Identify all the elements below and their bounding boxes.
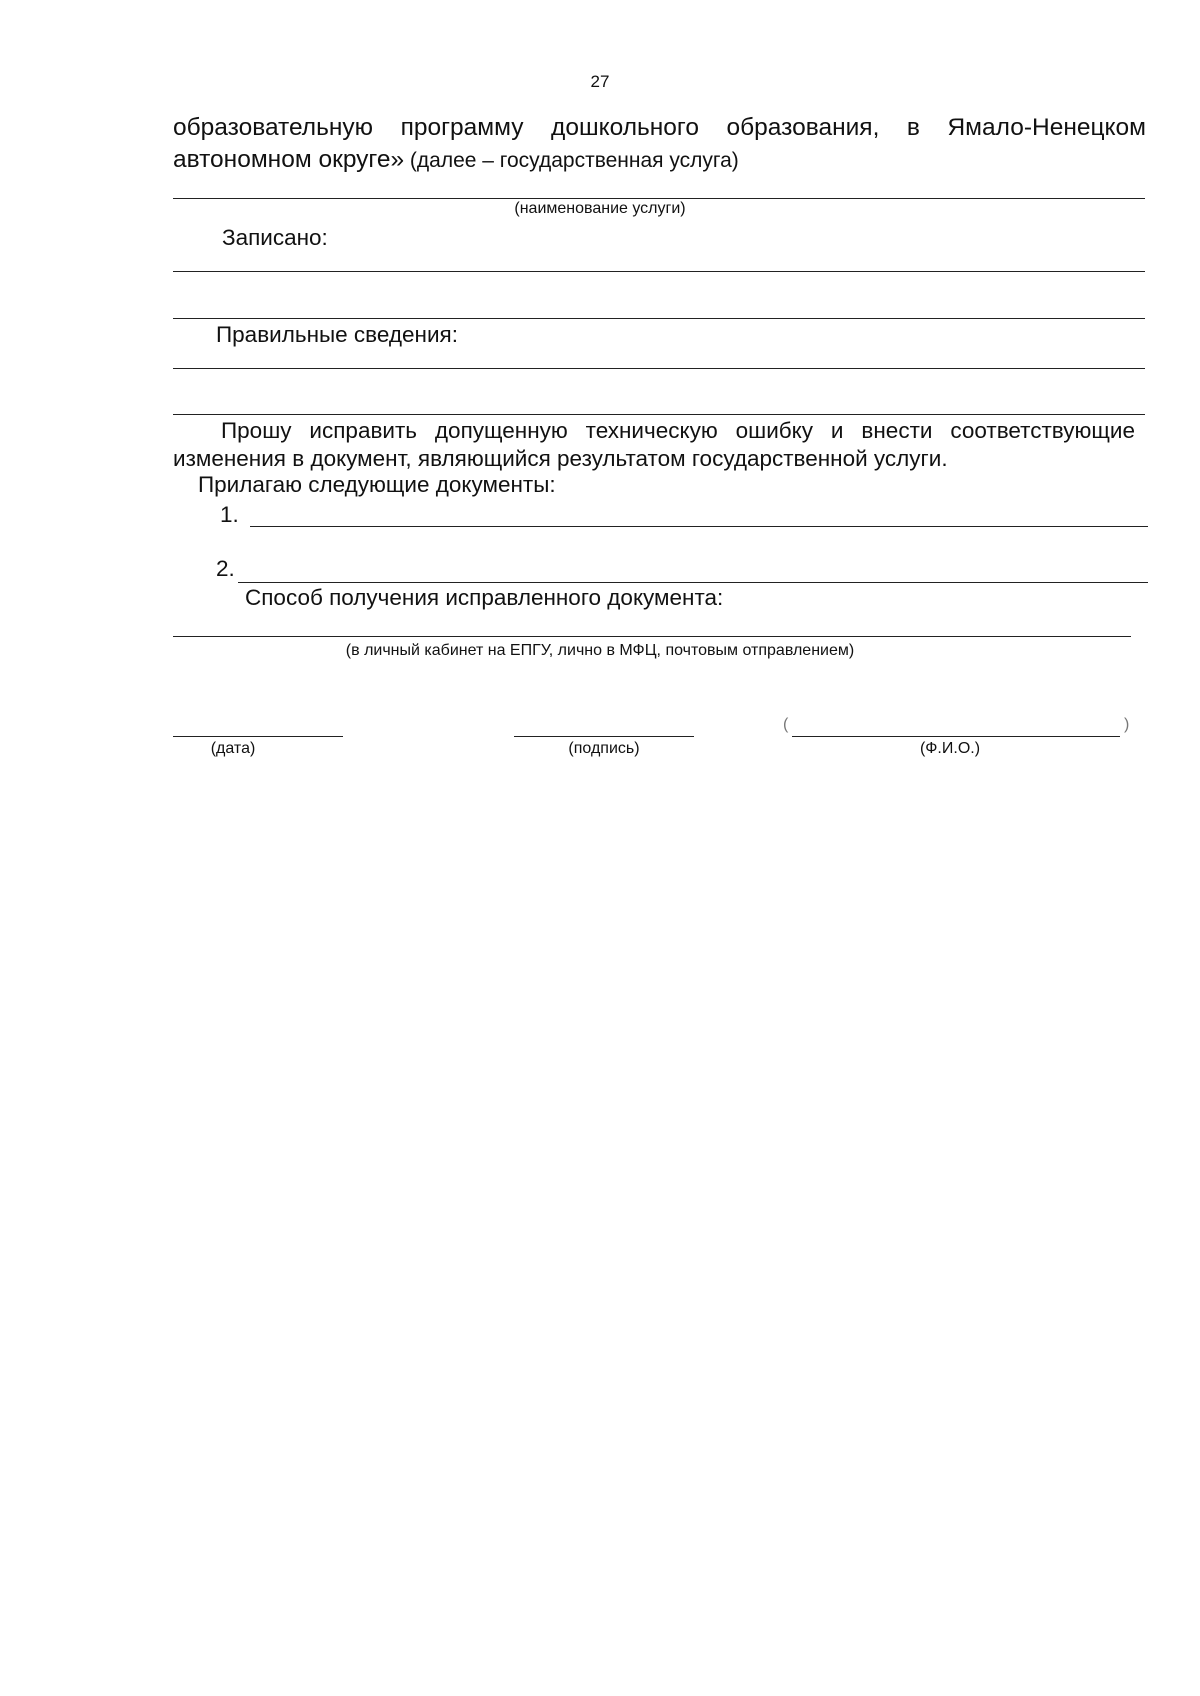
correct-info-line-2[interactable] (173, 414, 1145, 415)
page-number: 27 (590, 72, 610, 91)
request-word: внести (861, 418, 933, 443)
delivery-method-label: Способ получения исправленного документа: (245, 585, 724, 610)
intro-word: образовательную (173, 114, 374, 141)
request-word: техническую (585, 418, 718, 443)
request-word: ошибку (735, 418, 813, 443)
recorded-label: Записано: (222, 225, 328, 250)
intro-word: образования, (726, 114, 880, 141)
correct-info-line-1[interactable] (173, 368, 1145, 369)
attachments-label: Прилагаю следующие документы: (198, 472, 556, 497)
intro-paragraph (173, 112, 1146, 177)
date-caption: (дата) (210, 740, 256, 757)
request-word: Прошу (221, 418, 292, 443)
delivery-method-caption: (в личный кабинет на ЕПГУ, лично в МФЦ, почтовым отправлением) (345, 642, 855, 659)
name-caption: (Ф.И.О.) (919, 740, 981, 757)
request-word: и (830, 418, 844, 443)
intro-word: Ямало-Ненецком (947, 114, 1146, 141)
signature-line[interactable] (514, 736, 694, 737)
service-name-line[interactable] (173, 198, 1145, 199)
correct-info-label: Правильные сведения: (216, 322, 458, 347)
name-open-paren: ( (783, 716, 789, 733)
delivery-method-line[interactable] (173, 636, 1131, 637)
request-word: соответствующие (950, 418, 1135, 443)
request-word: допущенную (434, 418, 568, 443)
intro-line-2-main: автономном округе» (173, 146, 405, 173)
attachment-line-1[interactable] (250, 526, 1148, 527)
intro-word: дошкольного (551, 114, 699, 141)
recorded-line-1[interactable] (173, 271, 1145, 272)
name-close-paren: ) (1124, 716, 1130, 733)
request-paragraph (173, 417, 1135, 473)
attachment-line-2[interactable] (238, 582, 1148, 583)
request-line-2: изменения в документ, являющийся результатом государственной услуги. (173, 446, 948, 471)
service-name-caption: (наименование услуги) (514, 200, 686, 217)
attachment-number-2: 2. (216, 556, 235, 581)
signature-caption: (подпись) (568, 740, 640, 757)
intro-word: в (906, 114, 920, 141)
intro-line-2-note: (далее – государственная услуга) (404, 149, 739, 172)
intro-word: программу (400, 114, 524, 141)
attachment-number-1: 1. (220, 502, 239, 527)
intro-line-1 (173, 112, 1146, 144)
request-word: исправить (309, 418, 417, 443)
date-line[interactable] (173, 736, 343, 737)
request-line-1 (173, 417, 1135, 445)
intro-line-2 (173, 144, 1146, 177)
name-line[interactable] (792, 736, 1120, 737)
recorded-line-2[interactable] (173, 318, 1145, 319)
